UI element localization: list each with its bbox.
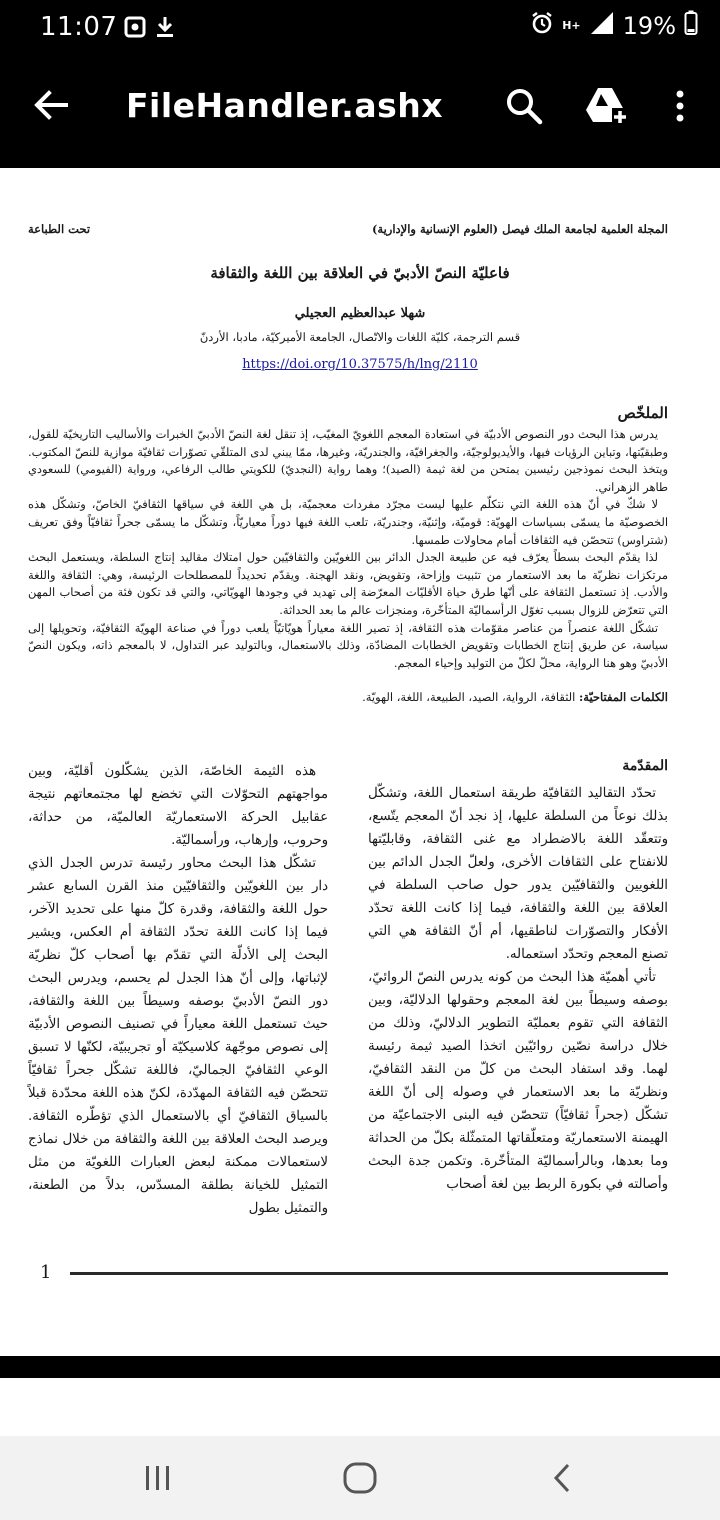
status-right	[530, 10, 698, 42]
body-paragraph: تأتي أهميّة هذا البحث من كونه يدرس النصّ الروائيّ، بوصفه وسيطاً بين لغة المعجم وحقولها الدلاليّة، وبين الثقافة التي تقوم بعمليّة التطوير الدلاليّ، وذلك من خلال دراسة نصّين روائيّين اتخذا الصيد ثيمة رئيسة لهما. وقد استفاد البحث من كلّ من النقد الثقافيّ، ونظريّة ما بعد الاستعمار في وصوله إلى أنّ اللغة تشكّل (جحراً ثقافيّاً) تتحصّن فيه البنى الاجتماعيّة من الهيمنة الاستعماريّة ومتعلّقاتها المتمثّلة بكلّ من الحداثة وما بعدها، وبالرأسماليّة المتأخّرة. وتكمن جدة البحث وأصالته في بكورة الربط بين لغة أصحاب	[368, 970, 668, 1192]
abstract-heading: الملخّص	[617, 404, 668, 422]
body-paragraph: تحدّد التقاليد الثقافيّة طريقة استعمال اللغة، وتشكّل بذلك نوعاً من السلطة عليها، إذ نجد أنّ المعجم يتّسع، وتتعقّد اللغة بالاضطراد مع غنى الثقافة، وقابليّتها للانفتاح على الثقافات الأخرى، ولعلّ الجدل الدائم بين اللغويين والثقافيّين يدور حول صاحب السلطة في العلاقة بين اللغة والثقافة، فيما إذا كانت اللغة تحدّد الأفكار والتصوّرات لناطقيها، أم أنّ الثقافة هي التي تصنع المعجم وتحدّد استعماله.	[368, 786, 668, 962]
recent-apps-icon[interactable]	[138, 1460, 178, 1496]
status-bar	[0, 0, 720, 56]
abstract-paragraph: يدرس هذا البحث دور النصوص الأدبيّة في استعادة المعجم اللغويّ المغيّب، إذ تنقل لغة النصّ الأدبيّ الخبرات والأساليب التاريخيّة للقول، وطبقيّتها، وتباين الرؤيات فيها، والأيديولوجيّة، والجغرافيّة، والجندريّة، وغيرها، ممّا يبني لدى المتلقّي تصوّرات ثقافيّة موازية للنصّ المكتوب. ويتخذ البحث نموذجين رئيسين يمتحن من لغة ثيمة (الصيد)؛ وهما رواية (النجديّ) للكويتي طالب الرفاعي، ورواية (الفيومي) للسعودي طاهر الزهراني.	[28, 427, 668, 494]
back-nav-icon[interactable]	[544, 1460, 584, 1496]
battery-icon	[684, 10, 698, 42]
abstract-paragraph: لذا يقدّم البحث بسطاً يعرّف فيه عن طبيعة الجدل الدائر بين اللغويّين والثقافيّين حول امتلاك مقاليد إنتاج السلطة، ويستعمل البحث مرتكزات نظريّة ما بعد الاستعمار من تثبيت وإزاحة، وتقويض، ونقد الهجنة. ويقدّم تحديداً للمصطلحات الرئيسة، وهي: الثقافة واللغة والأدب. إذ تستعمل الثقافة على أنّها طرق حياة الأقليّات المعرّضة إلى تهديد في وجودها الهويّاتي، والتي قد تكون فئة من أصحاب المهن التي تتعرّض للزوال بسبب تغوّل الرأسماليّة المتأخّرة، ومنجزات عالم ما بعد الحداثة.	[28, 550, 668, 617]
column-right	[368, 782, 668, 1196]
search-icon[interactable]	[504, 86, 544, 126]
paper-title: فاعليّة النصّ الأدبيّ في العلاقة بين اللغة والثقافة	[210, 264, 510, 282]
page-number: 1	[40, 1262, 52, 1283]
footer-rule	[70, 1272, 668, 1275]
battery-percent: 19%	[622, 12, 676, 40]
document-page[interactable]	[0, 168, 720, 1356]
introduction-heading: المقدّمة	[622, 758, 668, 774]
download-icon	[154, 14, 176, 44]
body-paragraph: تشكّل هذا البحث محاور رئيسة تدرس الجدل الذي دار بين اللغويّين والثقافيّين منذ القرن السابع عشر حول اللغة والثقافة، وقدرة كلّ منها على تحديد الآخر، فيما إذا كانت اللغة تحدّد الثقافة أم العكس، ويشير البحث إلى الأدلّة التي تقدّم بها أصحاب كلّ نظريّة لإثباتها، وإلى أنّ هذا الجدل لم يحسم، ويدرس البحث دور النصّ الأدبيّ بوصفه وسيطاً بين اللغة والثقافة، حيث تستعمل اللغة معياراً في تصنيف النصوص الأدبيّة إلى نصوص موجّهة كلاسيكيّة أو تجريبيّة، لكنّها لا تسبق الوعي الثقافيّ الجماليّ، فاللغة تشكّل جحراً ثقافيّاً تتحصّن فيه الثقافة المهدّدة، لكنّ هذه اللغة محدّدة قبلاً بالسياق الثقافيّ أي بالاستعمال الذي تؤطّره الثقافة. ويرصد البحث العلاقة بين اللغة والثقافة من خلال نماذج لاستعمالات ممكنة لبعض العبارات اللغويّة من مثل التمثيل للخيانة بطلقة المسدّس، بدلاً من الطعنة، والتمثيل بطول	[28, 856, 328, 1216]
author-affiliation: قسم الترجمة، كليّة اللغات والاتّصال، الجامعة الأميركيّة، مادبا، الأردنّ	[199, 330, 521, 344]
keywords-list: الثقافة، الرواية، الصيد، الطبيعة، اللغة، الهويّة.	[362, 690, 576, 704]
doi-link[interactable]: https://doi.org/10.37575/h/lng/2110	[242, 357, 478, 372]
journal-name: المجلة العلمية لجامعة الملك فيصل (العلوم الإنسانية والإدارية)	[371, 222, 668, 236]
more-options-icon[interactable]	[668, 86, 692, 126]
status-time: 11:07	[40, 12, 118, 42]
abstract-body	[28, 426, 668, 672]
back-arrow-icon[interactable]	[32, 86, 70, 124]
body-paragraph: هذه الثيمة الخاصّة، الذين يشكّلون أقليّة، وبين مواجهتهم التحوّلات التي تخضع لها مجتمعاتهم نتيجة عقابيل الحركة الاستعماريّة العالميّة، من حداثة، وحروب، وإرهاب، ورأسماليّة.	[28, 764, 328, 848]
app-bar	[0, 56, 720, 168]
keywords	[28, 690, 668, 704]
author-name: شهلا عبدالعظيم العجيلي	[294, 306, 426, 321]
screenshot-notification-icon	[124, 14, 146, 44]
page-separator	[0, 1356, 720, 1378]
signal-icon	[589, 10, 615, 42]
navigation-bar	[0, 1436, 720, 1520]
abstract-paragraph: لا شكّ في أنّ هذه اللغة التي نتكلّم عليها ليست مجرّد مفردات معجميّة، بل هي اللغة في سياقها الثقافيّ الخاصّ، وتشكّل هذه الخصوصيّة ما يسمّى بسياسات الهويّة: قوميّة، وإثنيّة، وجندريّة، تلعب اللغة فيها دوراً معياريّاً، وتشكّل ما يسمّى جحراً ثقافيّاً وفق تعريف (شتراوس) تتحصّن فيه الثقافات أمام محاولات طمسها.	[28, 497, 668, 547]
alarm-icon	[530, 10, 554, 42]
keywords-label: الكلمات المفتاحيّة:	[579, 690, 668, 704]
app-title: FileHandler.ashx	[126, 86, 444, 125]
status-label: تحت الطباعة	[28, 222, 91, 236]
network-type: H+	[562, 19, 581, 32]
column-left	[28, 760, 328, 1220]
drive-add-icon[interactable]	[584, 84, 628, 128]
home-icon[interactable]	[340, 1460, 380, 1496]
abstract-paragraph: تشكّل اللغة عنصراً من عناصر مقوّمات هذه الثقافة، إذ تصير اللغة معياراً هويّاتيّاً يلعب دوراً في صناعة الهويّة الثقافيّة، وتحويلها إلى سياسة، عن طريق إنتاج الخطابات وتقويض الخطابات المضادّة، وذلك بالاستعمال، وبالتوليد عبر التداول، لا بالمعجم ذاته، ويكون النصّ الأدبيّ وهو هنا الرواية، محلّ لكلّ من التوليد وإحياء المعجم.	[28, 620, 668, 670]
next-page-top	[0, 1378, 720, 1434]
